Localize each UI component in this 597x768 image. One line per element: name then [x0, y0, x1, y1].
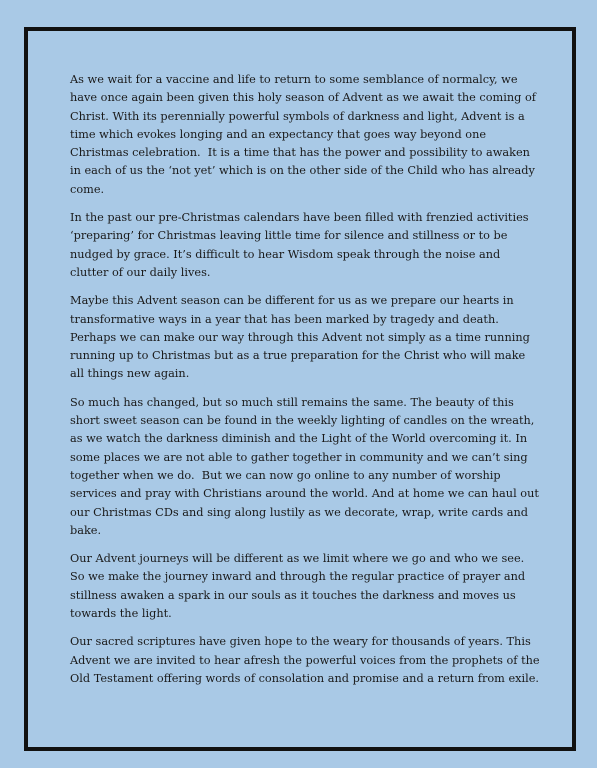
- page-border-frame: [24, 27, 576, 751]
- paragraph-3: Maybe this Advent season can be different for us as we prepare our hearts in transformative ways in a year that has been marked by tragedy and death. Perhaps we can make our way through this Advent not simply as a time running running up to Christmas but as a true preparation for the Christ who will make all things new again.: [70, 294, 534, 381]
- paragraph-5: Our Advent journeys will be different as we limit where we go and who we see. So we make the journey inward and through the regular practice of prayer and stillness awaken a spark in our souls as it touches the darkness and moves us towards the light.: [70, 552, 529, 621]
- paragraph-6: Our sacred scriptures have given hope to the weary for thousands of years. This Advent we are invited to hear afresh the powerful voices from the prophets of the Old Testament offering words of consolation and promise and a return from exile.: [70, 635, 544, 685]
- paragraph-4: So much has changed, but so much still remains the same. The beauty of this short sweet season can be found in the weekly lighting of candles on the wreath, as we watch the darkness diminish and the Light of the World overcoming it. In some places we are not able to gather together in community and we can’t sing together when we do. But we can now go online to any number of worship services and pray with Christians around the world. And at home we can haul out our Christmas CDs and sing along lustily as we decorate, wrap, write cards and bake.: [70, 395, 543, 537]
- document-body: [70, 71, 544, 698]
- paragraph-2: In the past our pre-Christmas calendars have been filled with frenzied activities ‘preparing’ for Christmas leaving little time for silence and stillness or to be nudged by grace. It’s difficult to hear Wisdom speak through the noise and clutter of our daily lives.: [70, 211, 533, 279]
- paragraph-1: As we wait for a vaccine and life to return to some semblance of normalcy, we have once again been given this holy season of Advent as we await the coming of Christ. With its perennially powerful symbols of darkness and light, Advent is a time which evokes longing and an expectancy that goes way beyond one Christmas celebration. It is a time that has the power and possibility to awaken in each of us the ‘not yet’ which is on the other side of the Child who has already come.: [70, 73, 540, 196]
